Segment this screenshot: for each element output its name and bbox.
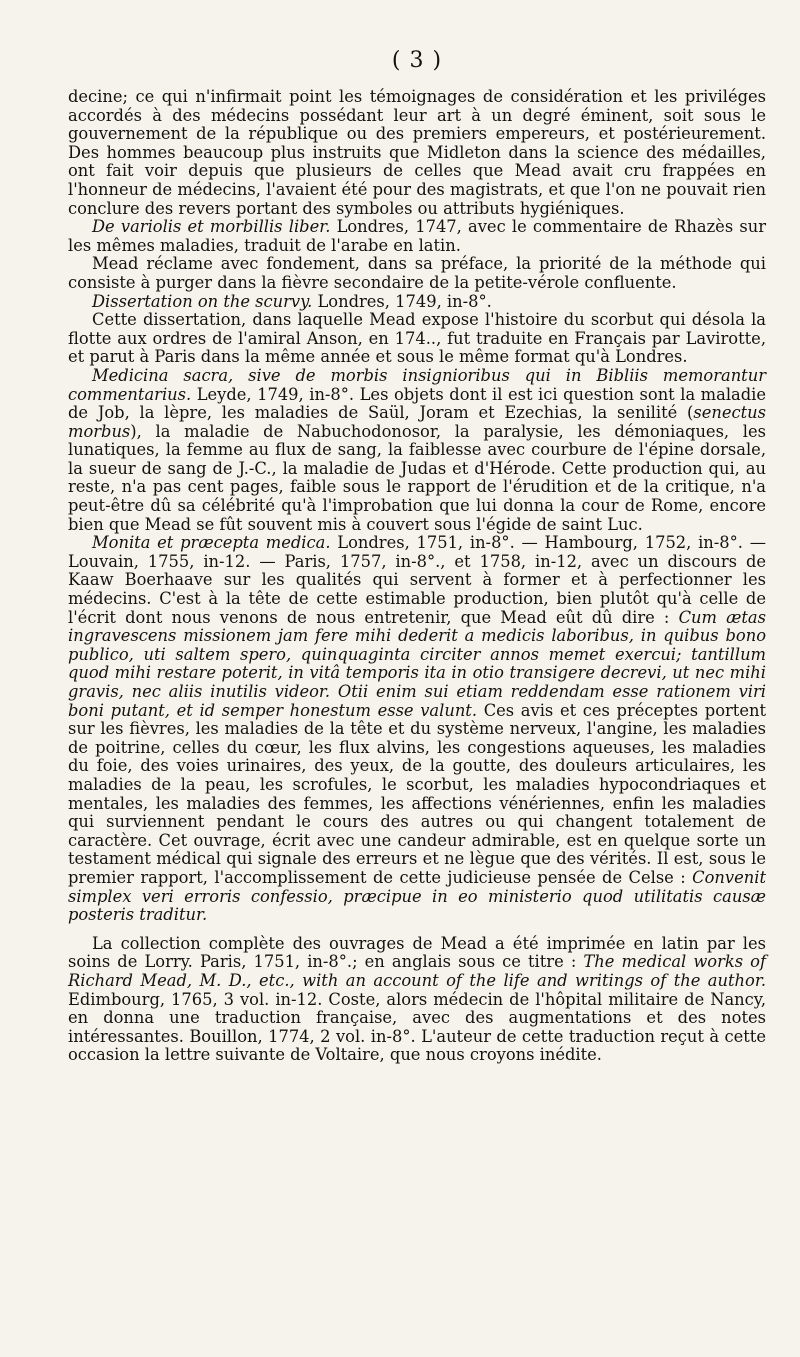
paragraph	[68, 311, 766, 367]
text-run: ), la maladie de Nabuchodonosor, la paralysie, les démoniaques, les lunatiques, la femme au flux de sang, la faiblesse avec courbure de l'épine dorsale, la sueur de sang de J.-C., la maladie de Judas et d'Hérode. Cette production qui, au reste, n'a pas cent pages, faible sous le rapport de l'érudition et de la critique, n'a peut-être dû sa célébrité qu'à l'improbation que lui donna la cour de Rome, encore bien que Mead se fût souvent mis à couvert sous l'égide de saint Luc.	[68, 421, 766, 534]
text-run: decine; ce qui n'infirmait point les témoignages de considération et les priviléges accordés à des médecins possédant leur art à un degré éminent, soit sous le gouvernement de la république ou des premiers empereurs, et postérieurement. Des hommes beaucoup plus instruits que Midleton dans la science des médailles, ont fait voir depuis que plusieurs de celles que Mead avait cru frappées en l'honneur de médecins, l'avaient été pour des magistrats, et que l'on ne pouvait rien conclure des revers portant des symboles ou attributs hygiéniques.	[68, 87, 766, 218]
italic-text: Convenit simplex veri erroris confessio, præcipue in eo ministerio quod utilitatis causæ posteris traditur.	[68, 867, 766, 925]
paragraph	[68, 935, 766, 1065]
italic-text: Dissertation on the scurvy.	[92, 291, 313, 311]
italic-text: The medical works of Richard Mead, M. D., etc., with an account of the life and writings of the author.	[68, 952, 767, 990]
italic-text: Medicina sacra, sive de morbis insignioribus qui in Bibliis memorantur commentarius.	[68, 365, 766, 404]
text-run: Londres, 1749, in-8°.	[312, 291, 492, 311]
paragraph	[68, 255, 766, 292]
text-run: Cette dissertation, dans laquelle Mead expose l'histoire du scorbut qui désola la flotte aux ordres de l'amiral Anson, en 174.., fut traduite en Français par Lavirotte, et parut à Paris dans la même année et sous le même format qu'à Londres.	[68, 310, 766, 367]
paragraph	[68, 367, 766, 534]
text-run: Londres, 1751, in-8°. — Hambourg, 1752, in-8°. — Louvain, 1755, in-12. — Paris, 1757, in-8°., et 1758, in-12, avec un discours de Kaaw Boerhaave sur les qualités qui servent à former et à perfectionner les médecins. C'est à la tête de cette estimable production, bien plutôt qu'à celle de l'écrit dont nous venons de nous entretenir, que Mead eût dû dire :	[68, 533, 767, 627]
text-run: Mead réclame avec fondement, dans sa préface, la priorité de la méthode qui consiste à purger dans la fièvre secondaire de la petite-vérole confluente.	[68, 254, 766, 292]
text-run: La collection complète des ouvrages de Mead a été imprimée en latin par les soins de Lorry. Paris, 1751, in-8°.; en anglais sous ce titre :	[68, 933, 766, 972]
paragraph	[68, 88, 766, 218]
paragraph	[68, 293, 766, 312]
paragraph	[68, 218, 766, 255]
text-run: Edimbourg, 1765, 3 vol. in-12. Coste, alors médecin de l'hôpital militaire de Nancy, en donna une traduction française, avec des augmentations et des notes intéressantes. Bouillon, 1774, 2 vol. in-8°. L'auteur de cette traduction reçut à cette occasion la lettre suivante de Voltaire, que nous croyons inédite.	[68, 989, 766, 1065]
body-text	[68, 88, 766, 1065]
page-number: ( 3 )	[391, 48, 443, 73]
text-run: Leyde, 1749, in-8°. Les objets dont il est ici question sont la maladie de Job, la lèpre, les maladies de Saül, Joram et Ezechias, la senilité (	[68, 384, 766, 423]
italic-text: Monita et præcepta medica.	[92, 533, 331, 553]
italic-text: Cum ætas ingravescens missionem jam fere mihi dederit a medicis laboribus, in quibus bono publico, uti saltem spero, quinquaginta circiter annos memet exercui; tantillum quod mihi restare poterit, in vitâ temporis ita in otio transigere decrevi, ut nec mihi gravis, nec aliis inutilis videor. Otii enim sui etiam reddendam esse rationem viri boni putant, et id semper honestum esse valunt.	[68, 607, 766, 720]
text-run: Londres, 1747, avec le commentaire de Rhazès sur les mêmes maladies, traduit de l'arabe en latin.	[68, 217, 766, 255]
paragraph	[68, 534, 766, 924]
text-run: Ces avis et ces préceptes portent sur les fièvres, les maladies de la tête et du système nerveux, l'angine, les maladies de poitrine, celles du cœur, les flux alvins, les congestions aqueuses, les maladies du foie, des voies urinaires, des yeux, de la goutte, des douleurs articulaires, les maladies de la peau, les scrofules, le scorbut, les maladies hypocondriaques et mentales, les maladies des femmes, les affections vénériennes, enfin les maladies qui surviennent pendant le cours des autres ou qui changent totalement de caractère. Cet ouvrage, écrit avec une candeur admirable, est en quelque sorte un testament médical qui signale des erreurs et ne lègue que des vérités. Il est, sous le premier rapport, l'accomplissement de cette judicieuse pensée de Celse :	[68, 700, 766, 887]
italic-text: senectus morbus	[68, 403, 766, 441]
italic-text: De variolis et morbillis liber.	[92, 217, 331, 237]
